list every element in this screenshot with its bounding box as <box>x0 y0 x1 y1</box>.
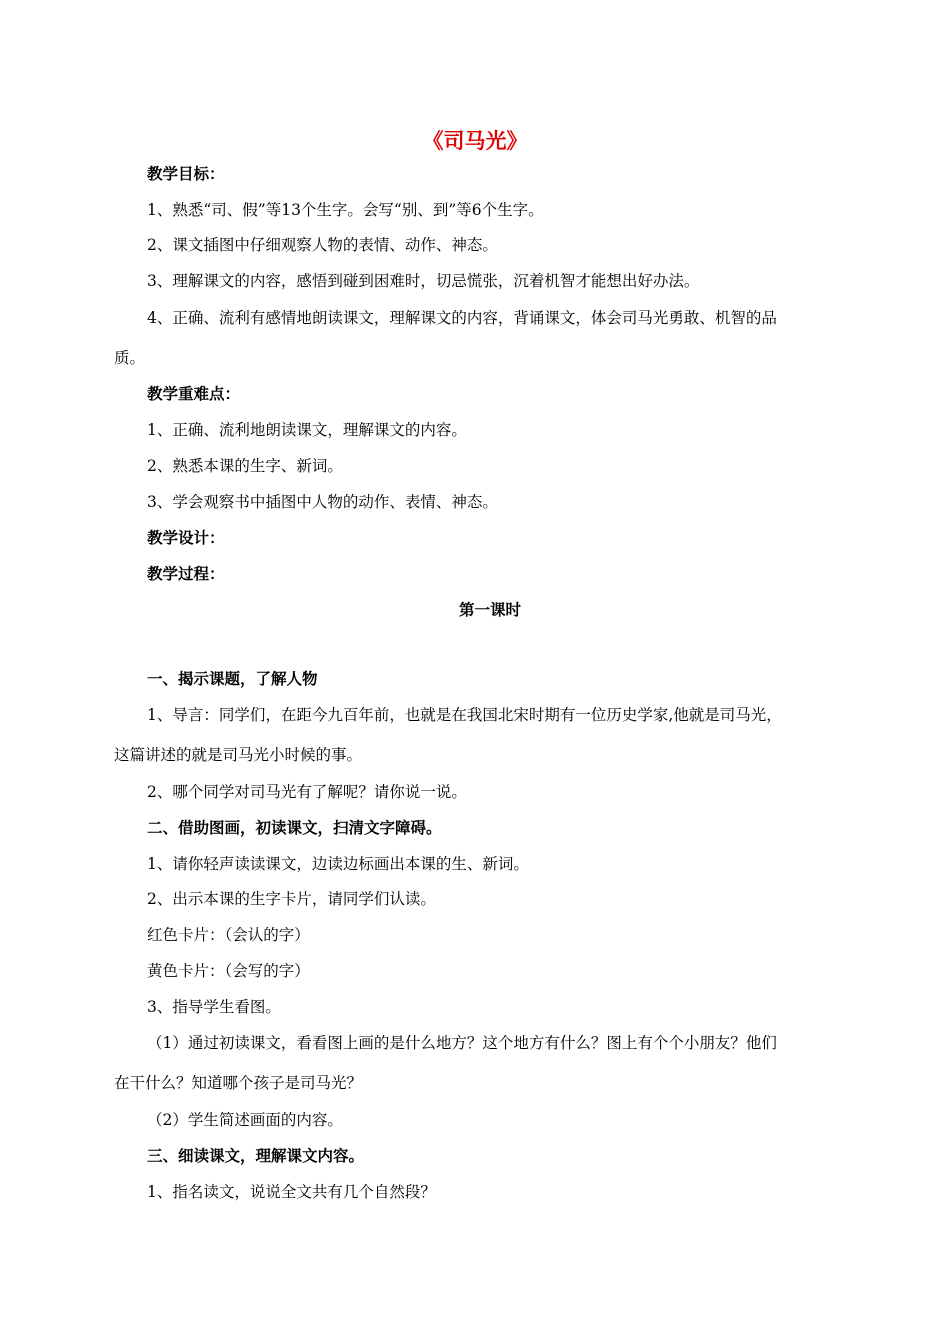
section2-line-2: 2、出示本课的生字卡片，请同学们认读。 <box>147 890 436 908</box>
lesson-heading: 第一课时 <box>458 601 521 619</box>
section3-line-1: 1、指名读文，说说全文共有几个自然段？ <box>147 1183 436 1201</box>
key-points-heading: 教学重难点： <box>147 385 241 403</box>
goal-item-3: 3、理解课文的内容，感悟到碰到困难时，切忌慌张，沉着机智才能想出好办法。 <box>147 272 700 290</box>
goal-item-1: 1、熟悉“司、假”等13个生字。会写“别、到”等6个生字。 <box>147 201 544 219</box>
key-point-3: 3、学会观察书中插图中人物的动作、表情、神态。 <box>147 493 498 511</box>
process-heading: 教学过程： <box>147 565 225 583</box>
section1-line-1: 1、导言：同学们，在距今九百年前，也就是在我国北宋时期有一位历史学家,他就是司马光， <box>147 706 782 724</box>
goal-item-4-cont: 质。 <box>114 349 146 367</box>
section3-heading: 三、细读课文，理解课文内容。 <box>147 1147 365 1165</box>
goal-item-2: 2、课文插图中仔细观察人物的表情、动作、神态。 <box>147 236 498 254</box>
document-title: 《司马光》 <box>422 129 528 153</box>
goal-item-4: 4、正确、流利有感情地朗读课文，理解课文的内容，背诵课文，体会司马光勇敢、机智的品 <box>147 309 777 327</box>
section1-line-3: 2、哪个同学对司马光有了解呢？请你说一说。 <box>147 783 467 801</box>
section2-line-3: 红色卡片：（会认的字） <box>147 926 310 944</box>
key-point-2: 2、熟悉本课的生字、新词。 <box>147 457 343 475</box>
section1-heading: 一、揭示课题，了解人物 <box>147 670 318 688</box>
section2-line-7: 在干什么？知道哪个孩子是司马光？ <box>114 1074 363 1092</box>
key-point-1: 1、正确、流利地朗读课文，理解课文的内容。 <box>147 421 467 439</box>
section2-line-1: 1、请你轻声读读课文，边读边标画出本课的生、新词。 <box>147 855 529 873</box>
section2-line-4: 黄色卡片：（会写的字） <box>147 962 310 980</box>
goals-heading: 教学目标： <box>147 165 225 183</box>
section2-line-6: （1）通过初读课文，看看图上画的是什么地方？这个地方有什么？图上有个个小朋友？他们 <box>147 1034 777 1052</box>
section2-heading: 二、借助图画，初读课文，扫清文字障碍。 <box>147 819 442 837</box>
section2-line-5: 3、指导学生看图。 <box>147 998 281 1016</box>
section1-line-2: 这篇讲述的就是司马光小时候的事。 <box>114 746 363 764</box>
design-heading: 教学设计： <box>147 529 225 547</box>
section2-line-8: （2）学生简述画面的内容。 <box>147 1111 343 1129</box>
